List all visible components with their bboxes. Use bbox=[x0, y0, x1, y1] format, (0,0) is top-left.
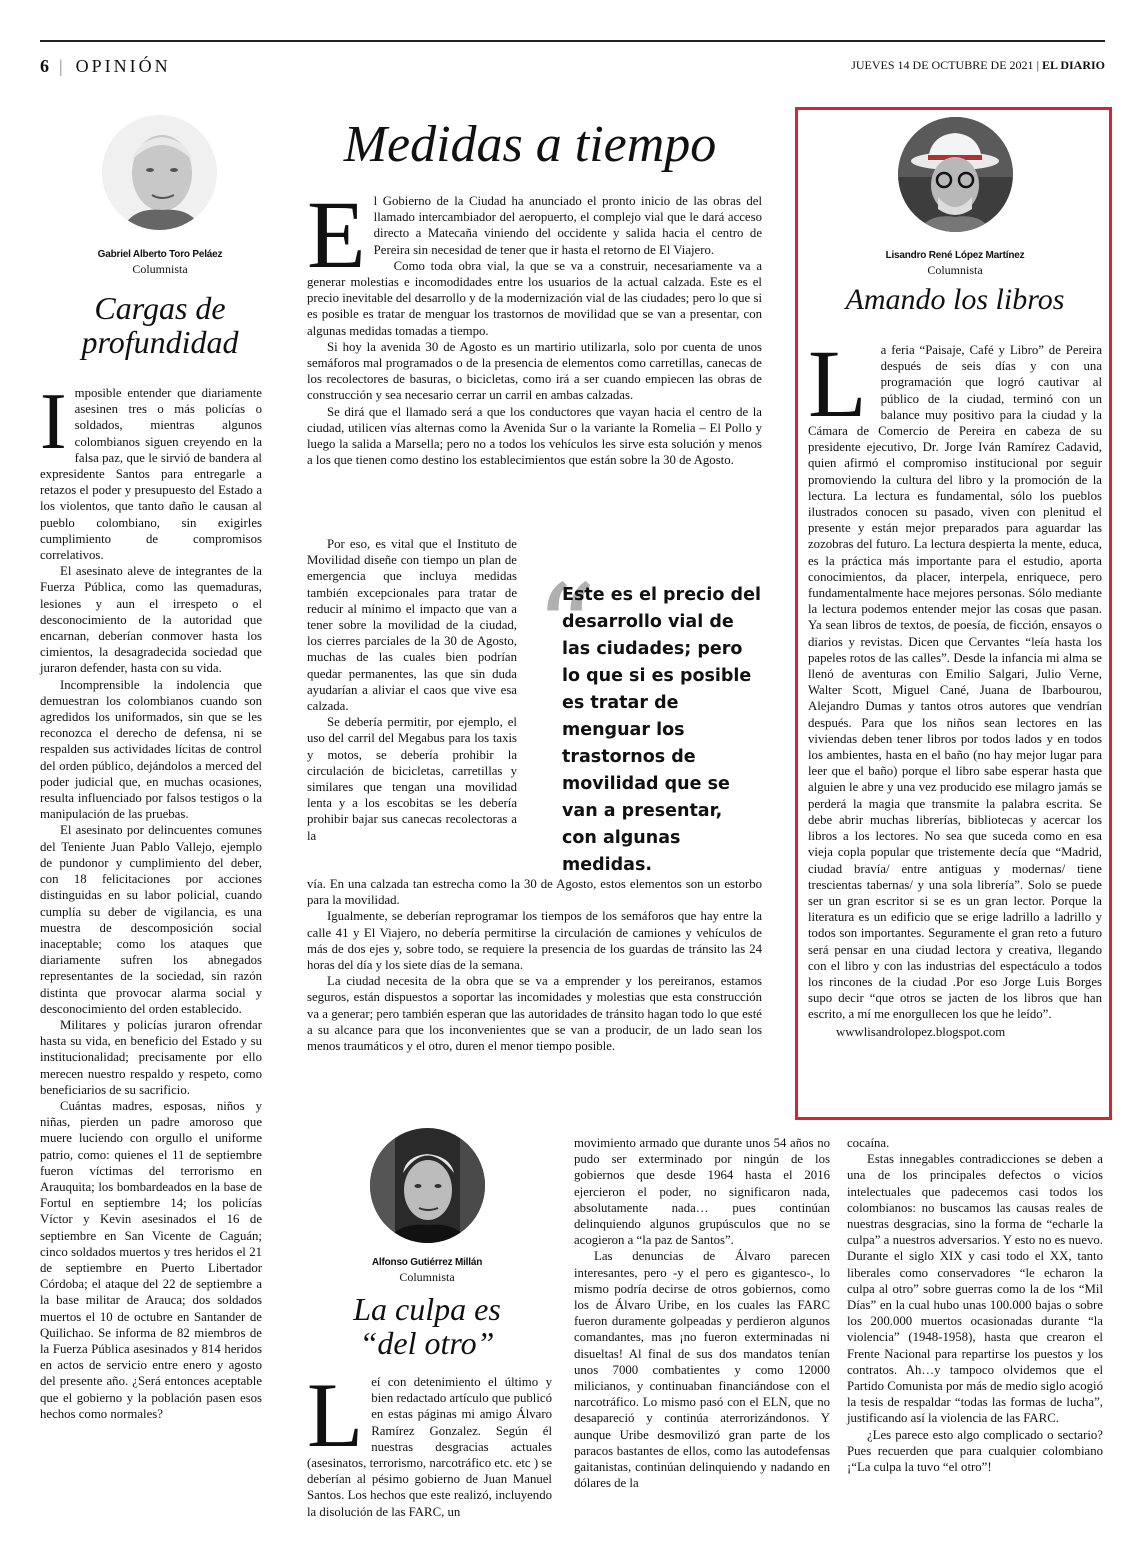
issue-date: JUEVES 14 DE OCTUBRE DE 2021 bbox=[851, 58, 1034, 72]
paragraph: La ciudad necesita de la obra que se va a emprender y los pereiranos, estamos seguros, están dispuestos a soportar las incomidades y molestias que esta construcción va a generar; pero también esperan que las autoridades de tránsito hagan todo lo que esté a su alcance para que los inconvenientes que se van a producir, de un lado sean los menos traumáticos y el otro, duren el menor tiempo posible. bbox=[307, 974, 762, 1054]
author-name: Alfonso Gutiérrez Millán bbox=[371, 1257, 483, 1268]
paragraph: cocaína. bbox=[847, 1136, 890, 1150]
website[interactable]: wwwlisandrolopez.blogspot.com bbox=[836, 1024, 1006, 1039]
column-title: Amando los libros bbox=[845, 283, 1065, 316]
paragraph: movimiento armado que durante unos 54 años no pudo ser exterminado por ningún de los gobiernos que desde 1964 hasta el 2016 ejercieron el poder, no significaron nada, absolutamente nada… pues continúan delinquiendo algunos grupúsculos que no se acogieron a “la paz de Santos”. bbox=[574, 1136, 830, 1248]
paragraph: Se dirá que el llamado será a que los conductores que vayan hacia el centro de la ciudad, utilicen vías alternas como la Avenida Sur o la variante la Romelia – El Pollo y luego la salida a Marsella; pero no a todos los vehículos les sirve esta solución y menos a los que tienen como destino los establecimientos que están sobre la 30 de Agosto. bbox=[307, 404, 762, 468]
author-portrait-toro bbox=[102, 115, 217, 230]
author-portrait-lopez bbox=[898, 117, 1013, 232]
paper-name: EL DIARIO bbox=[1041, 58, 1105, 72]
paragraph: Incomprensible la indolencia que demuestran los colombianos cuando son agredidos los uniformados, sin que se les reconozca el derecho de defensa, ni se respalden sus actividades lícitas de control del orden público, dejándolos a merced del poder judicial que, en muchas ocasiones, resulta influenciado por falsos testigos o la manipulación de las pruebas. bbox=[40, 677, 262, 822]
drop-cap: I bbox=[40, 378, 67, 466]
paragraph: Imposible entender que diariamente asesinen tres o más policías o soldados, mientras algunos colombianos siguen creyendo en la falsa paz, que le sirvió de bandera al expresidente Santos para entregarle a retazos el poder y presupuesto del Estado a los violentos, que tanto daño le causan al pueblo colombiano, sin exigirles cumplimiento de compromisos correlativos. bbox=[40, 378, 262, 563]
drop-cap: L bbox=[307, 1364, 364, 1466]
drop-cap: L bbox=[808, 330, 867, 437]
bottom-column-2 bbox=[574, 1135, 830, 1491]
left-column-body bbox=[40, 378, 262, 1422]
paragraph: El asesinato por delincuentes comunes del Teniente Juan Pablo Vallejo, ejemplo de pundonor y cumplimiento del deber, con 18 felicitaciones por acciones distinguidas en su labor policial, cuando cumplía su deber de vigilancia, es una muestra de descomposición social inaceptable; como los ataques que diariamente sufren los abnegados representantes de la sociedad, sin razón distinta que provocar alarma social y desconocimiento del orden establecido. bbox=[40, 823, 262, 1016]
author-portrait-gutierrez bbox=[370, 1128, 485, 1243]
drop-cap: E bbox=[307, 181, 366, 288]
paragraph: L a feria “Paisaje, Café y Libro” de Pereira después de seis días y con una programación que logró cautivar al público de la ciudad, terminó con un balance muy positivo para la ciudad y la Cámara de Comercio de Pereira en cabeza de su presidente ejecutivo, Dr. Jorge Iván Ramírez Cadavid, quien afirmó el compromiso institucional por seguir promoviendo la cultura del libro y la promoción de la lectura. La lectura es fundamental, sólo los pueblos ilustrados conocen su pasado, viven con plenitud el presente y están mejor preparados para aguardar las zozobras del futuro. La lectura despierta la mente, educa, es la práctica más importante para el estudio, aporta conocimientos, da placer, interpela, enriquece, pero fundamentalmente hace mejores personas. Sólo mediante la lectura podemos entender mejor las cosas que pasan. Ya sean libros de textos, de poesía, de ficción, ensayos o diarios y revistas. Dicen que Cervantes “leía hasta los papeles rotos de las calles”. Desde la infancia mi alma se llenó de aventuras con Emilio Salgari, Julio Verne, Walter Scott, Miguel Cané, Juana de Ibarbourou, Alejandro Dumas y tantos otros autores que vendrían después. Para que los niños sean lectores en las viviendas deben tener libros por todos lados y en todos los ambientes, hasta en el baño (no hay mejor lugar para leer que el baño) porque el libro sabe esperar hasta que alguien le abre y una vez producido ese milagro jamás se perderá la magia que transmite la palabra escrita. Se debe abrir muchas librerías, bibliotecas y acercar los libros a los lectores. No sea que suceda como en esa vieja copla popular que tristemente decía que “Madrid, ciudad bravía/ entre antiguas y modernas/ tiene trescientas tabernas/ y una sola librería”. Solo se puede ser un gran escritor si se es un gran lector. Porque la literatura es un edificio que se erige ladrillo a ladrillo y todos son importantes. Seguramente el gran reto a futuro será pensar en una ciudad lectora y creativa, llegando con el libro y con las industrias del espectáculo a todos los rincones de la ciudad .Por eso Jorge Luis Borges supo decir “que otros se jacten de los libros que han escrito, a mí me enorgullecen los que he leído”. bbox=[808, 330, 1102, 1022]
page-number: 6 bbox=[40, 56, 49, 76]
author-name: Lisandro René López Martínez bbox=[885, 250, 1025, 261]
paragraph: Por eso, es vital que el Instituto de Movilidad diseñe con tiempo un plan de emergencia que incluya medidas también excepcionales para tratar de reducir al mínimo el impacto que van a tener sobre la movilidad de la ciudad, los cierres parciales de la 30 de Agosto, muchas de las cuales bien podrían quedar permanentes, las que sin duda ayudarían a aliviar el caos que vive esa calzada. bbox=[307, 537, 517, 714]
column-title: Cargas de profundidad bbox=[81, 290, 239, 360]
paragraph: El asesinato aleve de integrantes de la Fuerza Pública, como las quemaduras, lesiones y aun el irrespeto o el desconocimiento de la autoridad que encarnan, deberían conmover hasta los cimientos, la desagradecida sociedad que juraron defender, hasta con su vida. bbox=[40, 564, 262, 676]
paragraph: Militares y policías juraron ofrendar hasta su vida, en beneficio del Estado y su institucionalidad; precisamente por ello merecen nuestro respaldo y respeto, como beneficiarios de su sacrificio. bbox=[40, 1017, 262, 1097]
paragraph: Estas innegables contradicciones se deben a una de los principales defectos o vicios intelectuales que padecemos casi todos los colombianos: no buscamos las causas reales de nuestras desgracias, sino la forma de “echarle la culpa” a nuestros adversarios. Y esto no es nuevo. Durante el siglo XIX y casi todo el XX, tanto liberales como conservadores “le echaron la culpa al otro” sobre guerras como la de los “Mil Días” en la cual hubo unas 100.000 bajas o sobre los 200.000 muertos ocasionadas durante “la violencia” (1948-1958), hasta que crearon el Frente Nacional para repartirse los puestos y los contratos. Ah…y tampoco olvidemos que el Partido Comunista por más de medio siglo acogió la tesis de respaldar “todas las formas de lucha”, justificando así la violencia de las FARC. bbox=[847, 1152, 1103, 1426]
pull-quote: Este es el precio del desarrollo vial de las ciudades; pero lo que si es posible es tratar de menguar los trastornos de movilidad que se van a presentar, con algunas medidas. bbox=[562, 585, 761, 875]
paragraph: vía. En una calzada tan estrecha como la 30 de Agosto, estos elementos son un estorbo para la movilidad. bbox=[307, 877, 762, 908]
paragraph: Igualmente, se deberían reprogramar los tiempos de los semáforos que hay entre la calle 41 y El Viajero, no debería permitirse la circulación de camiones y vehículos de más de dos ejes y, sobre todo, se requiere la presencia de los guardas de tránsito las 24 horas del día y los siete días de la semana. bbox=[307, 909, 762, 973]
paragraph: Las denuncias de Álvaro parecen interesantes, pero -y el pero es gigantesco-, lo mismo podría decirse de otros gobiernos, como los de Álvaro Uribe, en los cuales las FARC fueron duramente golpeadas y perdieron algunos comandantes, mas ¡no fueron exterminadas ni disueltas! Al final de sus dos mandatos tenían unos 7000 combatientes y como 12000 milicianos, y continuaban financiándose con el narcotráfico. Lo mismo pasó con el ELN, que no desapareció y continúa aterrorizándonos. Y aunque Uribe desmovilizó gran parte de los paracos bastantes de ellos, como las autodefensas gaitanistas, continúan delinquiendo y nadando en dólares de la bbox=[574, 1249, 830, 1491]
paragraph: Como toda obra vial, la que se va a construir, necesariamente va a generar molestias e incomodidades entre los usuarios de la actual calzada. Este es el precio inevitable del desarrollo y de la modernización vial de las ciudades; pero lo que si es posible es tratar de menguar los trastornos de movilidad que se van a presentar, con algunas medidas tomadas a tiempo. bbox=[307, 258, 762, 338]
date-line: JUEVES 14 DE OCTUBRE DE 2021 | EL DIARIO bbox=[851, 58, 1105, 72]
editorial-body-top bbox=[307, 181, 762, 468]
author-role: Columnista bbox=[399, 1270, 455, 1284]
author-role: Columnista bbox=[927, 263, 983, 277]
right-column-body bbox=[808, 330, 1102, 1040]
section-name: OPINIÓN bbox=[75, 56, 171, 76]
paragraph: El Gobierno de la Ciudad ha anunciado el pronto inicio de las obras del llamado intercambiador del aeropuerto, el complejo vial que le dará acceso directo a Matecaña viniendo del occidente y salida hacia el centro de Pereira sin necesidad de tener que ir hasta el retorno de El Viajero. bbox=[307, 181, 762, 288]
paragraph: Leí con detenimiento el último y bien redactado artículo que publicó en estas páginas mi amigo Álvaro Ramírez Gonzalez. Según él nuestras desgracias actuales (asesinatos, terrorismo, narcotráfico etc. etc ) se deberían al pésimo gobierno de Juan Manuel Santos. Los hechos que este realizó, incluyendo la disolución de las FARC, un bbox=[307, 1364, 552, 1519]
author-role: Columnista bbox=[132, 262, 188, 276]
paragraph: Cuántas madres, esposas, niños y niñas, pierden un padre amoroso que muere luciendo con orgullo el uniforme patrio, como: quienes el 11 de septiembre fueron víctimas del terrorismo en Arauquita; los bombardeados en la base de Fortul en septiembre 14; los policías Víctor y Kevin asesinados el 16 de septiembre en San Vicente de Caguán; cinco soldados muertos y tres heridos el 21 de septiembre en Puerto Libertador Córdoba; el ataque del 22 de septiembre a la base militar de Arauca; dos soldados muertos el 10 de octubre en Santander de Quilichao. Se informa de 82 miembros de la Fuerza Pública asesinados y 814 heridos en actos de servicio entre enero y agosto del presente año. ¿Será entonces aceptable que el gobierno y la población pasen esos hechos como normales? bbox=[40, 1098, 262, 1421]
paragraph: Si hoy la avenida 30 de Agosto es un martirio utilizarla, solo por cuenta de unos semáforos mal programados o de la presencia de elementos como carretillas, canecas de los recolectores de basuras, o bicicletas, como irá a ser cuando empiecen las obras de construcción y sea necesario cerrar un carril en ambas calzadas. bbox=[307, 339, 762, 403]
paragraph: ¿Les parece esto algo complicado o sectario? Pues recuerden que para cualquier colombiano ¡“La culpa la tuvo “el otro”! bbox=[847, 1427, 1103, 1475]
quote-mark-icon: “ bbox=[535, 560, 597, 699]
author-name: Gabriel Alberto Toro Peláez bbox=[97, 249, 223, 260]
page-header bbox=[40, 40, 1105, 80]
editorial-body-narrow bbox=[307, 536, 517, 844]
paragraph: Se debería permitir, por ejemplo, el uso del carril del Megabus para los taxis y motos, se debería prohibir la circulación de bicicletas, carretillas y similares que tengan una movilidad lenta y a los escobitas se les debería prohibir bajar sus canecas recolectoras a la bbox=[307, 715, 517, 843]
section-label: 6 | OPINIÓN bbox=[40, 56, 171, 76]
bottom-column-1 bbox=[307, 1364, 552, 1520]
editorial-title: Medidas a tiempo bbox=[343, 116, 717, 173]
bottom-column-3 bbox=[847, 1135, 1103, 1475]
editorial-body-bottom bbox=[307, 876, 762, 1054]
column-title: La culpa es “del otro” bbox=[353, 1291, 501, 1361]
